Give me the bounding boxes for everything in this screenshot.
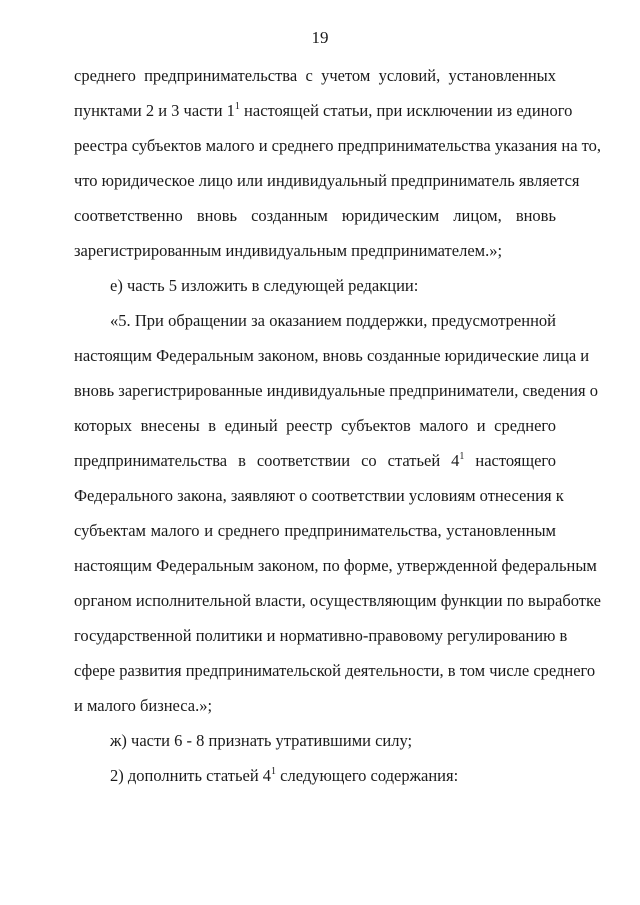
text-fragment: настоящей статьи, при исключении из единого: [239, 101, 573, 120]
superscript: 1: [271, 766, 277, 777]
text-fragment: предпринимательства в соответствии со статьей 4: [74, 451, 460, 470]
text-fragment: следующего содержания:: [276, 766, 459, 785]
text-line: ж) части 6 - 8 признать утратившими силу;: [110, 731, 413, 750]
text-line: что юридическое лицо или индивидуальный предприниматель является: [74, 171, 580, 190]
text-fragment: настоящего: [464, 451, 557, 470]
text-line: реестра субъектов малого и среднего предпринимательства указания на то,: [74, 136, 602, 155]
superscript: 1: [459, 451, 465, 462]
text-line: и малого бизнеса.»;: [74, 696, 213, 715]
text-line: сфере развития предпринимательской деятельности, в том числе среднего: [74, 661, 596, 680]
text-fragment: 2) дополнить статьей 4: [110, 766, 272, 785]
text-line: государственной политики и нормативно-правовому регулированию в: [74, 626, 568, 645]
text-line: Федерального закона, заявляют о соответствии условиям отнесения к: [74, 486, 564, 505]
text-line: соответственно вновь созданным юридическим лицом, вновь: [74, 206, 556, 225]
text-line: е) часть 5 изложить в следующей редакции:: [110, 276, 419, 295]
superscript: 1: [234, 101, 240, 112]
text-line: органом исполнительной власти, осуществляющим функции по выработке: [74, 591, 601, 610]
text-line: субъектам малого и среднего предпринимательства, установленным: [74, 521, 556, 540]
text-line: [74, 451, 556, 471]
text-line: [110, 766, 556, 786]
text-line: среднего предпринимательства с учетом условий, установленных: [74, 66, 556, 85]
page-number: 19: [311, 28, 329, 47]
text-fragment: пунктами 2 и 3 части 1: [74, 101, 235, 120]
text-line: настоящим Федеральным законом, вновь созданные юридические лица и: [74, 346, 590, 365]
text-line: настоящим Федеральным законом, по форме, утвержденной федеральным: [74, 556, 597, 575]
text-line: «5. При обращении за оказанием поддержки, предусмотренной: [110, 311, 556, 330]
text-line: [74, 101, 573, 121]
text-line: которых внесены в единый реестр субъектов малого и среднего: [74, 416, 556, 435]
text-line: вновь зарегистрированные индивидуальные предприниматели, сведения о: [74, 381, 598, 400]
text-line: зарегистрированным индивидуальным предпринимателем.»;: [74, 241, 503, 260]
